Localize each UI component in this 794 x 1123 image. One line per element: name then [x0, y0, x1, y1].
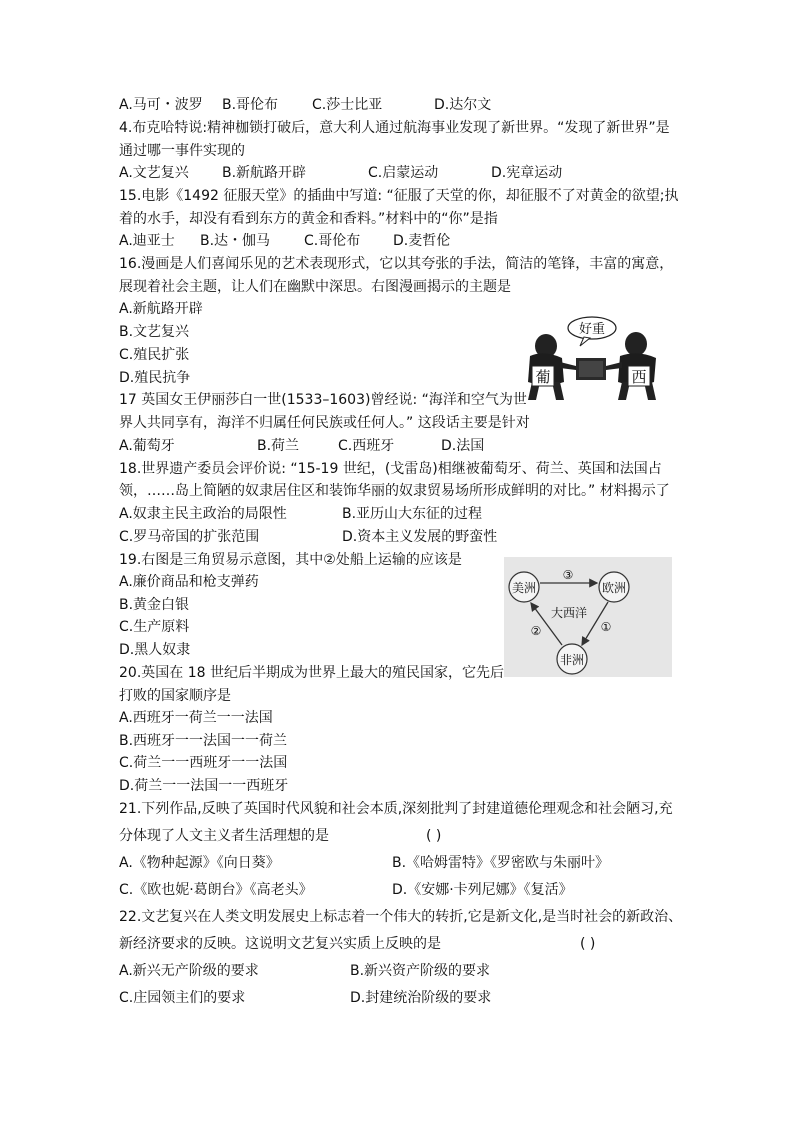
diagram-route-3: ③	[562, 568, 574, 582]
diagram-africa-label: 非洲	[559, 653, 585, 667]
q19-option-c: C.生产原料	[119, 619, 190, 635]
q16-option-b: B.文艺复兴	[119, 324, 190, 340]
q22-option-c: C.庄园领主们的要求	[119, 990, 246, 1006]
q22-answer-bracket: ( )	[580, 936, 596, 952]
q18-stem-line1: 18.世界遗产委员会评价说: “15-19 世纪，(戈雷岛)相继被葡萄牙、荷兰、英国和法国占	[119, 461, 662, 477]
q15-stem-line2: 着的水手，却没有看到东方的黄金和香料。”材料中的“你”是指	[119, 211, 498, 227]
q22-option-d: D.封建统治阶级的要求	[350, 990, 492, 1006]
q20-option-d: D.荷兰一一法国一一西班牙	[119, 778, 289, 794]
q16-stem-line2: 展现着社会主题，让人们在幽默中深思。右图漫画揭示的主题是	[119, 279, 511, 295]
q22-stem-line1: 22.文艺复兴在人类文明发展史上标志着一个伟大的转折,它是新文化,是当时社会的新政治、	[119, 909, 683, 925]
q15-option-d: D.麦哲伦	[393, 233, 451, 249]
q14-option-b: B.新航路开辟	[222, 165, 307, 181]
q21-option-b: B.《哈姆雷特》《罗密欧与朱丽叶》	[392, 855, 610, 871]
q21-stem-line2: 分体现了人文主义者生活理想的是	[119, 828, 329, 844]
q22-option-b: B.新兴资产阶级的要求	[350, 963, 491, 979]
q13-option-c: C.莎士比亚	[312, 97, 383, 113]
q20-stem-line1: 20.英国在 18 世纪后半期成为世界上最大的殖民国家，它先后	[119, 665, 504, 681]
q21-answer-bracket: ( )	[426, 828, 442, 844]
q21-option-a: A.《物种起源》《向日葵》	[119, 855, 280, 871]
q18-option-d: D.资本主义发展的野蛮性	[342, 529, 498, 545]
q14-option-a: A.文艺复兴	[119, 165, 189, 181]
cartoon-right-label: 西	[631, 368, 647, 386]
colonial-cartoon-image	[522, 316, 662, 402]
q19-option-a: A.廉价商品和枪支弹药	[119, 574, 259, 590]
q19-stem-line1: 19.右图是三角贸易示意图，其中②处船上运输的应该是	[119, 552, 462, 568]
q16-stem-line1: 16.漫画是人们喜闻乐见的艺术表现形式，它以其夸张的手法，简洁的笔锋，丰富的寓意，	[119, 256, 674, 272]
q17-stem-line1: 17 英国女王伊丽莎白一世(1533–1603)曾经说: “海洋和空气为世	[119, 392, 527, 408]
q17-option-d: D.法国	[441, 438, 485, 454]
q14-stem-line2: 通过哪一事件实现的	[119, 143, 245, 159]
cartoon-left-label: 葡	[535, 368, 551, 386]
q22-stem-line2: 新经济要求的反映。这说明文艺复兴实质上反映的是	[119, 936, 441, 952]
q19-option-b: B.黄金白银	[119, 597, 190, 613]
diagram-ocean-label: 大西洋	[550, 606, 588, 620]
cartoon-bubble-text: 好重	[578, 322, 606, 337]
q17-option-a: A.葡萄牙	[119, 438, 175, 454]
q17-option-b: B.荷兰	[257, 438, 300, 454]
q13-option-d: D.达尔文	[434, 97, 492, 113]
q13-option-b: B.哥伦布	[222, 97, 279, 113]
q22-option-a: A.新兴无产阶级的要求	[119, 963, 259, 979]
q14-option-d: D.宪章运动	[491, 165, 563, 181]
q20-option-b: B.西班牙一一法国一一荷兰	[119, 733, 288, 749]
q18-option-a: A.奴隶主民主政治的局限性	[119, 506, 287, 522]
q15-stem-line1: 15.电影《1492 征服天堂》的插曲中写道: “征服了天堂的你，却征服不了对黄金的欲望;执	[119, 188, 679, 204]
q18-stem-line2: 领，……岛上简陋的奴隶居住区和装饰华丽的奴隶贸易场所形成鲜明的对比。” 材料揭示了	[119, 483, 670, 499]
q21-stem-line1: 21.下列作品,反映了英国时代风貌和社会本质,深刻批判了封建道德伦理观念和社会陋习,充	[119, 801, 673, 817]
diagram-route-2: ②	[530, 624, 542, 638]
q14-option-c: C.启蒙运动	[368, 165, 439, 181]
diagram-route-1: ①	[600, 620, 612, 634]
q17-stem-line2: 界人共同享有，海洋不归属任何民族或任何人。” 这段话主要是针对	[119, 415, 530, 431]
q15-option-b: B.达・伽马	[200, 233, 271, 249]
q18-option-b: B.亚历山大东征的过程	[342, 506, 483, 522]
q19-option-d: D.黑人奴隶	[119, 642, 191, 658]
q20-option-c: C.荷兰一一西班牙一一法国	[119, 755, 288, 771]
q21-option-c: C.《欧也妮·葛朗台》《高老头》	[119, 882, 313, 898]
q16-option-a: A.新航路开辟	[119, 301, 203, 317]
q15-option-a: A.迪亚士	[119, 233, 175, 249]
q13-option-a: A.马可・波罗	[119, 97, 203, 113]
q15-option-c: C.哥伦布	[304, 233, 361, 249]
q17-option-c: C.西班牙	[338, 438, 395, 454]
q20-option-a: A.西班牙一荷兰一一法国	[119, 710, 273, 726]
triangle-trade-diagram	[504, 557, 672, 677]
q21-option-d: D.《安娜·卡列尼娜》《复活》	[392, 882, 573, 898]
q20-stem-line2: 打败的国家顺序是	[119, 688, 231, 704]
q16-option-d: D.殖民抗争	[119, 370, 191, 386]
q14-stem-line1: 4.布克哈特说:精神枷锁打破后，意大利人通过航海事业发现了新世界。“发现了新世界”是	[119, 120, 670, 136]
q18-option-c: C.罗马帝国的扩张范围	[119, 529, 260, 545]
diagram-europe-label: 欧洲	[601, 581, 627, 595]
q16-option-c: C.殖民扩张	[119, 347, 190, 363]
diagram-america-label: 美洲	[511, 581, 537, 595]
